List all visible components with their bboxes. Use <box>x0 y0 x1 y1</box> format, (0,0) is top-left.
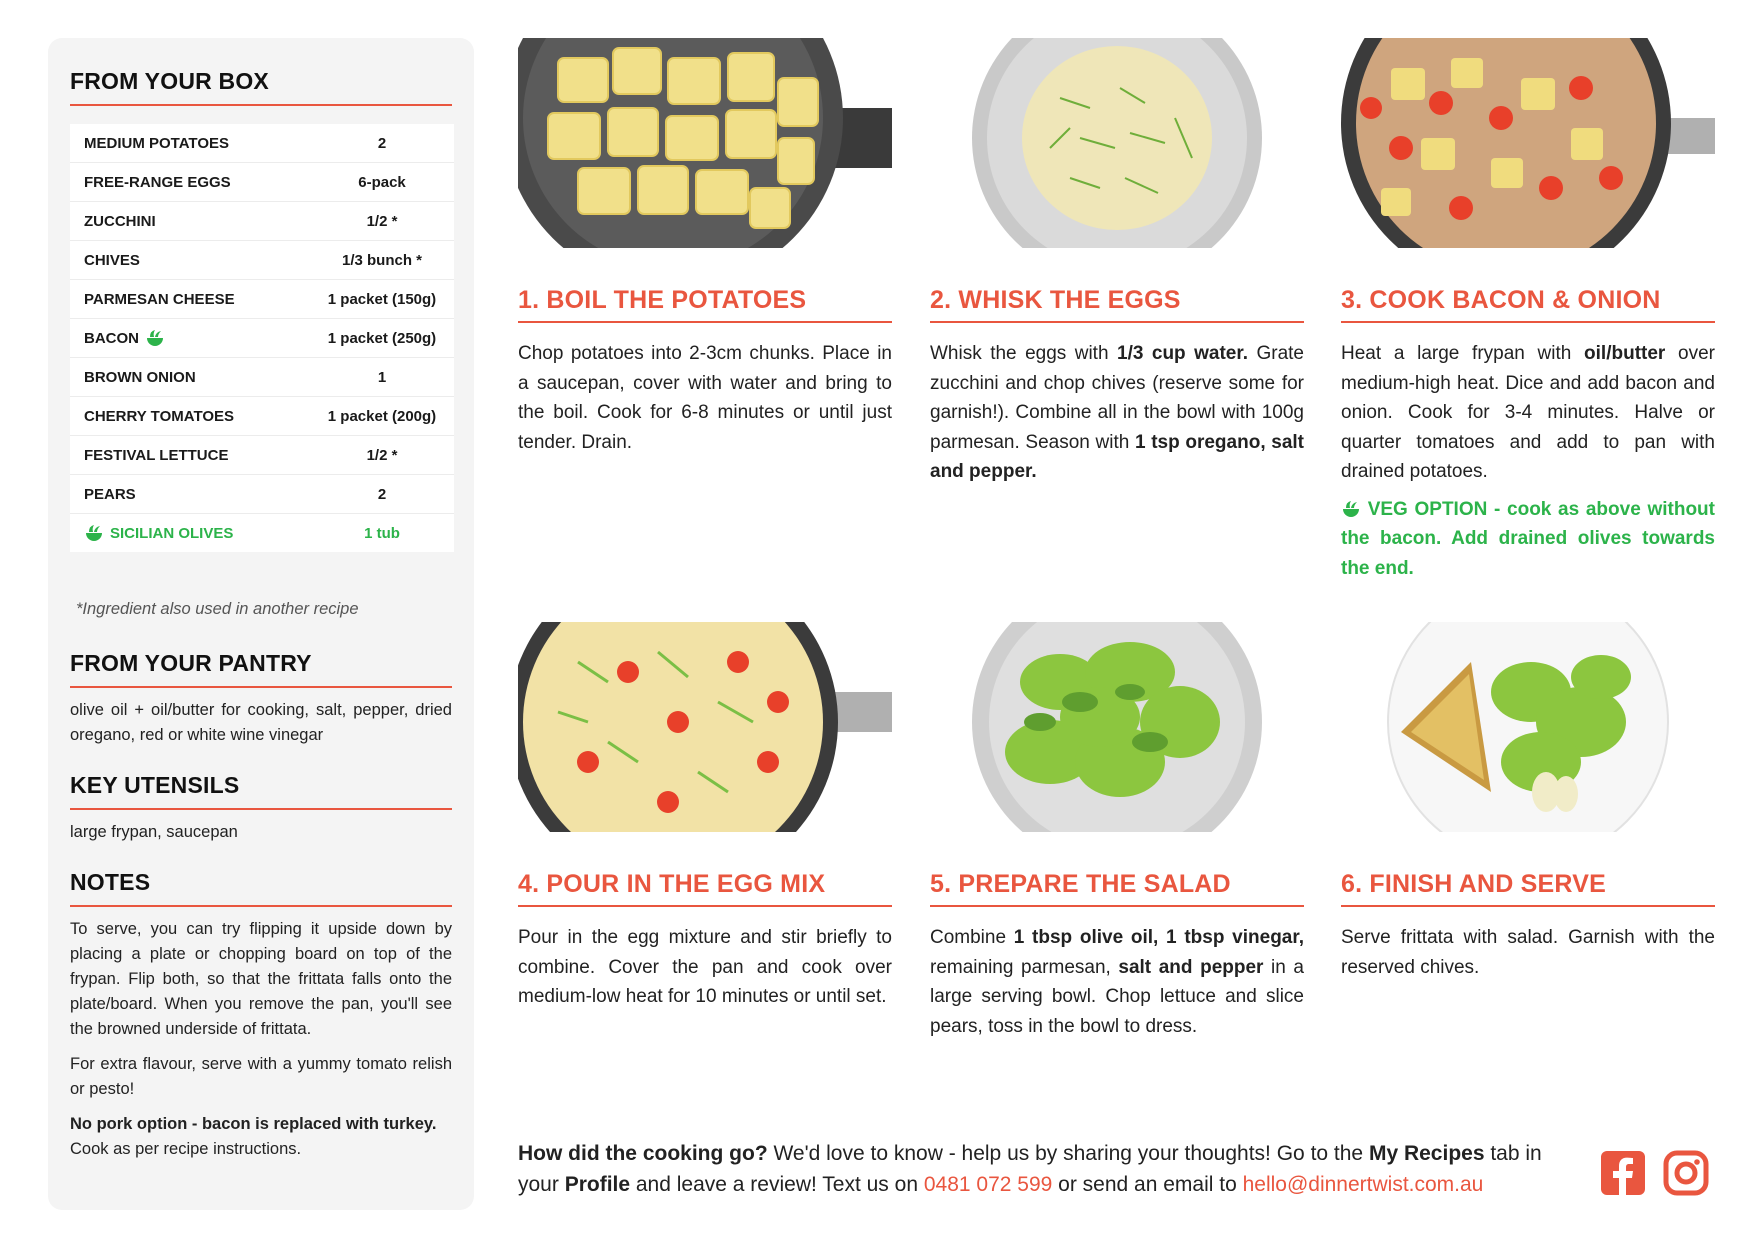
facebook-icon[interactable] <box>1600 1150 1646 1196</box>
step-text-bold: 1 tsp oregano, salt and pepper. <box>930 431 1304 482</box>
egg-mixture-bowl-image <box>930 38 1304 248</box>
salad-bowl-image <box>930 622 1304 832</box>
step-6 <box>1341 622 1715 982</box>
ingredient-qty: 1 <box>377 368 387 386</box>
step-5-photo <box>930 622 1304 832</box>
ingredient-row <box>70 397 454 436</box>
ingredient-qty: 1/2 * <box>366 446 398 464</box>
step-1-text <box>518 339 892 457</box>
step-text-bold: 1 tbsp olive oil, 1 tbsp vinegar, <box>1013 927 1304 948</box>
ingredient-qty: 1 packet (150g) <box>327 290 437 308</box>
ingredient-row <box>70 202 454 241</box>
ingredient-qty: 2 <box>377 134 387 152</box>
step-6-text <box>1341 923 1715 982</box>
step-5-title: 5. PREPARE THE SALAD <box>930 870 1304 907</box>
step-2-title: 2. WHISK THE EGGS <box>930 286 1304 323</box>
ingredient-name-cell <box>70 135 322 152</box>
step-text-bold: oil/butter <box>1584 343 1666 364</box>
footer-text-4: or send an email to <box>1052 1173 1243 1196</box>
ingredient-name: PARMESAN CHEESE <box>84 290 235 308</box>
feedback-footer <box>518 1138 1578 1200</box>
footnote: *Ingredient also used in another recipe <box>76 600 359 618</box>
ingredient-qty: 1/2 * <box>366 212 398 230</box>
notes-paragraph-3 <box>70 1112 452 1162</box>
notes-title: NOTES <box>70 869 452 907</box>
ingredients-panel <box>48 38 474 1210</box>
frittata-pan-image <box>518 622 892 832</box>
step-5-text <box>930 923 1304 1041</box>
veg-swap-icon <box>145 328 165 348</box>
no-pork-rest: Cook as per recipe instructions. <box>70 1140 302 1158</box>
ingredient-qty: 1 tub <box>364 524 400 542</box>
step-3-text <box>1341 339 1715 487</box>
veg-swap-icon <box>1341 499 1361 519</box>
footer-question: How did the cooking go? <box>518 1142 768 1165</box>
ingredient-qty: 2 <box>377 485 387 503</box>
my-recipes-label: My Recipes <box>1368 1142 1485 1165</box>
step-text-part: in a large serving bowl. Chop lettuce and slice pears, toss in the bowl to dress. <box>930 956 1304 1037</box>
from-box-title: FROM YOUR BOX <box>70 68 452 106</box>
boiled-potatoes-pot-image <box>518 38 892 248</box>
step-text-part: Heat a large frypan with <box>1341 343 1585 364</box>
footer-text-1: We'd love to know - help us by sharing your thoughts! Go to the <box>767 1142 1369 1165</box>
utensils-text: large frypan, saucepan <box>70 823 238 841</box>
step-text-part: Combine <box>930 927 1014 948</box>
step-3-photo <box>1341 38 1715 248</box>
pantry-text: olive oil + oil/butter for cooking, salt, pepper, dried oregano, red or white wine vinegar <box>70 701 452 744</box>
step-1-title: 1. BOIL THE POTATOES <box>518 286 892 323</box>
step-text-part: over medium-high heat. Dice and add bacon and onion. Cook for 3-4 minutes. Halve or quarter tomatoes and add to pan with drained potatoes. <box>1341 343 1715 482</box>
notes-section <box>70 869 452 1172</box>
step-text-part: Grate zucchini and chop chives (reserve some for garnish!). Combine all in the bowl with 100g parmesan. Season with <box>930 343 1304 453</box>
step-4-title: 4. POUR IN THE EGG MIX <box>518 870 892 907</box>
step-2-text <box>930 339 1304 487</box>
pantry-section <box>70 650 452 748</box>
step-5 <box>930 622 1304 1041</box>
step-text-part: Whisk the eggs with <box>930 343 1117 364</box>
ingredient-name-cell <box>70 486 322 503</box>
footer-text-3: and leave a review! Text us on <box>630 1173 924 1196</box>
step-text-part: Pour in the egg mixture and stir briefly to combine. Cover the pan and cook over medium-low heat for 10 minutes or until set. <box>518 927 892 1007</box>
ingredient-name: CHIVES <box>84 251 140 269</box>
step-text-bold: salt and pepper <box>1118 956 1264 978</box>
ingredient-name-cell <box>70 523 322 543</box>
step-text-part: Serve frittata with salad. Garnish with the reserved chives. <box>1341 927 1715 978</box>
email-link[interactable]: hello@dinnertwist.com.au <box>1242 1173 1484 1196</box>
ingredient-row <box>70 241 454 280</box>
step-3 <box>1341 38 1715 583</box>
served-plate-image <box>1341 622 1715 832</box>
ingredient-row <box>70 358 454 397</box>
notes-paragraph-1: To serve, you can try flipping it upside down by placing a plate or chopping board on top of the frypan. Flip both, so that the frittata falls onto the plate/board. When you remove the pan, you'll see the browned underside of frittata. <box>70 920 452 1038</box>
step-text-part: Chop potatoes into 2-3cm chunks. Place in a saucepan, cover with water and bring to the boil. Cook for 6-8 minutes or until just tender. Drain. <box>518 343 892 453</box>
step-2-photo <box>930 38 1304 248</box>
veg-option-text: VEG OPTION - cook as above without the bacon. Add drained olives towards the end. <box>1341 498 1715 579</box>
ingredient-qty: 1 packet (200g) <box>327 407 437 425</box>
veg-swap-icon <box>84 523 104 543</box>
from-box-section <box>70 68 452 106</box>
ingredient-name-cell <box>70 447 322 464</box>
ingredients-table <box>70 124 454 552</box>
ingredient-row <box>70 163 454 202</box>
utensils-title: KEY UTENSILS <box>70 772 452 810</box>
notes-paragraph-2: For extra flavour, serve with a yummy tomato relish or pesto! <box>70 1055 452 1098</box>
ingredient-name: SICILIAN OLIVES <box>110 524 234 542</box>
step-1 <box>518 38 892 457</box>
ingredient-name: PEARS <box>84 485 136 503</box>
ingredient-qty: 1/3 bunch * <box>341 251 423 269</box>
ingredient-name: BROWN ONION <box>84 368 196 386</box>
ingredient-row <box>70 475 454 514</box>
ingredient-row <box>70 124 454 163</box>
no-pork-bold: No pork option - bacon is replaced with turkey. <box>70 1115 437 1133</box>
ingredient-name-cell <box>70 213 322 230</box>
ingredient-row <box>70 436 454 475</box>
step-4 <box>518 622 892 1012</box>
ingredient-name: MEDIUM POTATOES <box>84 134 230 152</box>
ingredient-name: FESTIVAL LETTUCE <box>84 446 229 464</box>
instagram-icon[interactable] <box>1663 1150 1709 1196</box>
ingredient-name: FREE-RANGE EGGS <box>84 173 231 191</box>
ingredient-name-cell <box>70 174 322 191</box>
ingredient-name: ZUCCHINI <box>84 212 156 230</box>
footer-text-2: tab in your <box>518 1142 1542 1196</box>
veg-option-note <box>1341 495 1715 584</box>
utensils-section <box>70 772 452 845</box>
step-6-title: 6. FINISH AND SERVE <box>1341 870 1715 907</box>
step-1-photo <box>518 38 892 248</box>
step-6-photo <box>1341 622 1715 832</box>
ingredient-name-cell <box>70 369 322 386</box>
ingredient-name-cell <box>70 408 322 425</box>
ingredient-qty: 6-pack <box>358 173 406 191</box>
step-text-part: remaining parmesan, <box>930 956 1119 978</box>
ingredient-row <box>70 514 454 552</box>
ingredient-row <box>70 280 454 319</box>
step-text-bold: 1/3 cup water. <box>1117 343 1248 364</box>
step-3-title: 3. COOK BACON & ONION <box>1341 286 1715 323</box>
ingredient-qty: 1 packet (250g) <box>327 329 437 347</box>
ingredient-name-cell <box>70 291 322 308</box>
profile-label: Profile <box>564 1173 631 1196</box>
ingredient-name: CHERRY TOMATOES <box>84 407 235 425</box>
phone-link[interactable]: 0481 072 599 <box>923 1173 1053 1196</box>
step-4-text <box>518 923 892 1012</box>
bacon-onion-pan-image <box>1341 38 1715 248</box>
ingredient-name: BACON <box>84 329 139 347</box>
ingredient-row <box>70 319 454 358</box>
pantry-title: FROM YOUR PANTRY <box>70 650 452 688</box>
step-2 <box>930 38 1304 487</box>
ingredient-name-cell <box>70 252 322 269</box>
notes-text <box>70 917 452 1162</box>
step-4-photo <box>518 622 892 832</box>
ingredient-name-cell <box>70 328 322 348</box>
